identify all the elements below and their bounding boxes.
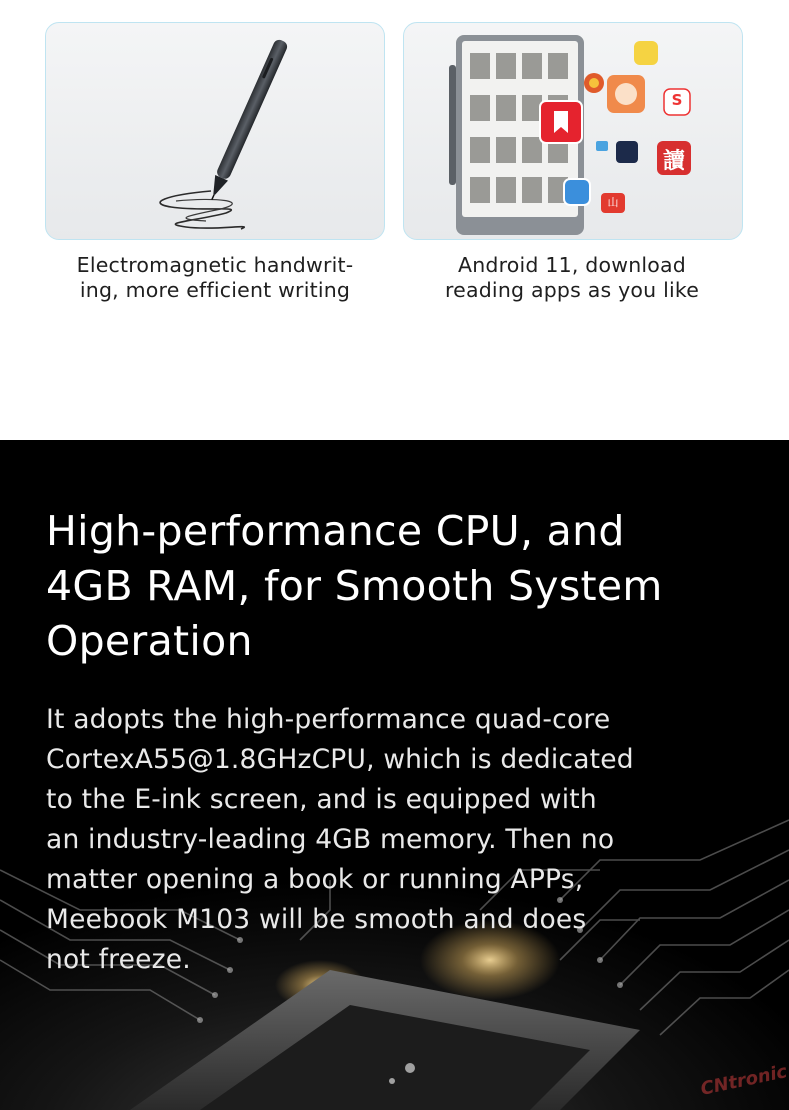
headline-line: High-performance CPU, and bbox=[46, 507, 625, 555]
caption-line: reading apps as you like bbox=[444, 278, 700, 302]
shan-app-icon: 山 bbox=[607, 196, 619, 209]
caption-line: ing, more efficient writing bbox=[79, 278, 351, 302]
caption-line: Electromagnetic handwrit- bbox=[76, 253, 354, 277]
s-app-icon: S bbox=[671, 91, 683, 109]
android-feature-card bbox=[403, 22, 743, 240]
description-line: to the E-ink screen, and is equipped with bbox=[46, 784, 597, 815]
watermark: CNtronic bbox=[698, 1061, 789, 1100]
stylus-feature-card bbox=[45, 22, 385, 240]
stylus-pen-icon bbox=[46, 23, 385, 240]
description-line: an industry-leading 4GB memory. Then no bbox=[46, 824, 615, 855]
headline-line: 4GB RAM, for Smooth System bbox=[46, 562, 663, 610]
handwriting-caption bbox=[30, 253, 400, 303]
feature-section bbox=[0, 0, 789, 440]
cpu-description bbox=[46, 700, 766, 980]
description-line: CortexA55@1.8GHzCPU, which is dedicated bbox=[46, 744, 634, 775]
description-line: matter opening a book or running APPs, bbox=[46, 864, 584, 895]
description-line: It adopts the high-performance quad-core bbox=[46, 704, 611, 735]
headline-line: Operation bbox=[46, 617, 253, 665]
ereader-tablet-icon bbox=[404, 23, 743, 240]
page-title bbox=[46, 504, 766, 669]
description-line: Meebook M103 will be smooth and does bbox=[46, 904, 587, 935]
reader-app-icon: 讀 bbox=[662, 149, 685, 174]
caption-line: Android 11, download bbox=[457, 253, 687, 277]
description-line: not freeze. bbox=[46, 944, 191, 975]
android-caption bbox=[387, 253, 757, 303]
